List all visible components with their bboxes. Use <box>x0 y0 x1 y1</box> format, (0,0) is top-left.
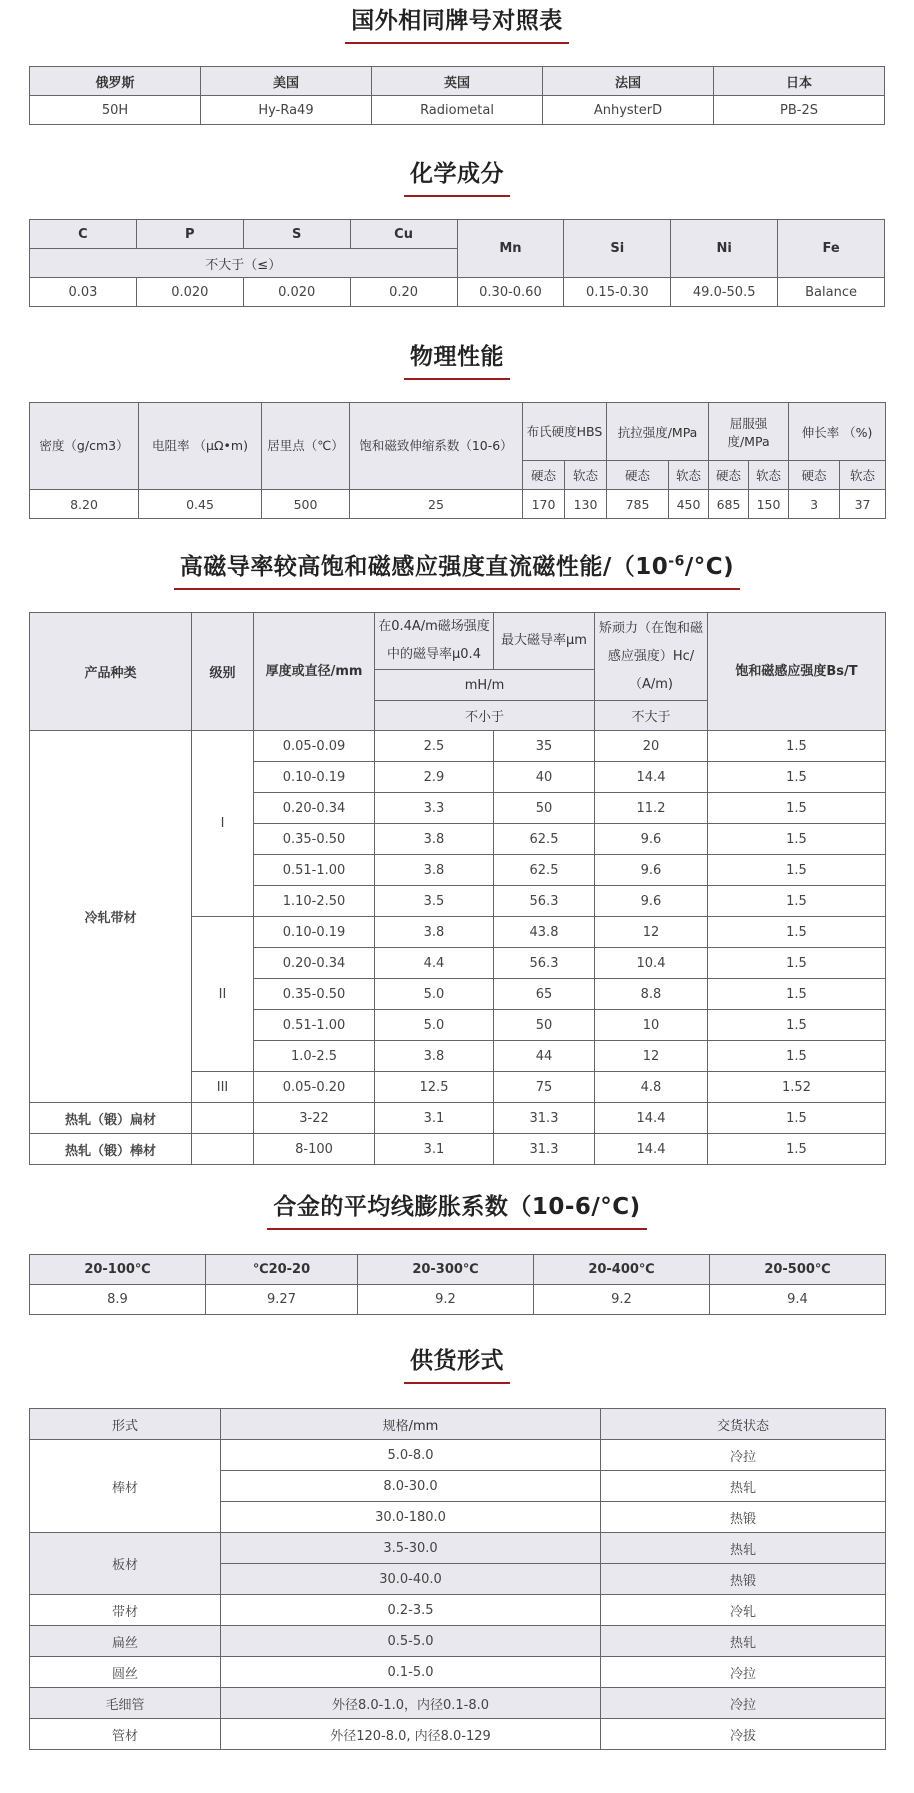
cell-uk: Radiometal <box>372 96 543 125</box>
cell-thickness: 0.20-0.34 <box>254 948 375 979</box>
header-mumax: 最大磁导率μm <box>494 613 595 670</box>
cell-thickness: 8-100 <box>254 1134 375 1165</box>
cell-thickness: 0.10-0.19 <box>254 917 375 948</box>
header-soft: 软态 <box>749 461 789 490</box>
cell-state: 热锻 <box>601 1564 886 1595</box>
cell-form-flat-wire: 扁丝 <box>30 1626 221 1657</box>
cell-mu04: 3.8 <box>375 824 494 855</box>
magnetic-table <box>29 612 886 1165</box>
cell-bs: 1.5 <box>708 762 886 793</box>
header-density: 密度（g/cm3） <box>30 403 139 490</box>
cell-bs: 1.5 <box>708 1041 886 1072</box>
header-usa: 美国 <box>201 67 372 96</box>
header-20-500: 20-500℃ <box>710 1255 886 1285</box>
cell-magnetostriction: 25 <box>350 490 523 519</box>
section-title-chemical: 化学成分 <box>0 159 914 197</box>
physical-table <box>29 402 886 519</box>
cell-resistivity: 0.45 <box>139 490 262 519</box>
supply-table <box>29 1408 886 1750</box>
cell-mumax: 50 <box>494 1010 595 1041</box>
cell-mu04: 3.5 <box>375 886 494 917</box>
cell-state: 冷拉 <box>601 1440 886 1471</box>
header-s: S <box>243 220 350 249</box>
section-title-supply: 供货形式 <box>0 1346 914 1384</box>
cell-coercivity: 10 <box>595 1010 708 1041</box>
cell-form-strip: 带材 <box>30 1595 221 1626</box>
header-coercivity: 矫顽力（在饱和磁感应强度）Hc/（A/m) <box>595 613 708 701</box>
cell-thickness: 0.05-0.20 <box>254 1072 375 1103</box>
header-state: 交货状态 <box>601 1409 886 1440</box>
cell-coercivity: 14.4 <box>595 1134 708 1165</box>
cell-mu04: 2.5 <box>375 731 494 762</box>
section-title-physical: 物理性能 <box>0 342 914 380</box>
cell-grade-empty <box>192 1134 254 1165</box>
cell-state: 热轧 <box>601 1471 886 1502</box>
cell-mumax: 56.3 <box>494 886 595 917</box>
cell-product-cold: 冷轧带材 <box>30 731 192 1103</box>
cell-mu04: 2.9 <box>375 762 494 793</box>
header-min: 不小于 <box>375 701 595 731</box>
header-soft: 软态 <box>565 461 607 490</box>
cell-mu04: 12.5 <box>375 1072 494 1103</box>
cell-form-bar: 棒材 <box>30 1440 221 1533</box>
header-max: 不大于 <box>595 701 708 731</box>
header-c: C <box>30 220 137 249</box>
header-20-100: 20-100℃ <box>30 1255 206 1285</box>
header-soft: 软态 <box>669 461 709 490</box>
cell-coercivity: 12 <box>595 1041 708 1072</box>
cell-s: 0.020 <box>243 278 350 307</box>
cell-form-capillary: 毛细管 <box>30 1688 221 1719</box>
cell-grade-2: II <box>192 917 254 1072</box>
header-elongation: 伸长率 （%) <box>789 403 886 461</box>
cell-thickness: 1.10-2.50 <box>254 886 375 917</box>
cell-mumax: 62.5 <box>494 855 595 886</box>
cell-state: 冷拉 <box>601 1688 886 1719</box>
header-product: 产品种类 <box>30 613 192 731</box>
cell-thickness: 1.0-2.5 <box>254 1041 375 1072</box>
cell-mumax: 65 <box>494 979 595 1010</box>
cell-bs: 1.5 <box>708 979 886 1010</box>
cell-mumax: 44 <box>494 1041 595 1072</box>
cell-p: 0.020 <box>136 278 243 307</box>
header-limit: 不大于（≤） <box>30 249 458 278</box>
cell-france: AnhysterD <box>543 96 714 125</box>
header-hard: 硬态 <box>607 461 669 490</box>
header-soft: 软态 <box>840 461 886 490</box>
cell-thickness: 0.35-0.50 <box>254 824 375 855</box>
header-france: 法国 <box>543 67 714 96</box>
cell-mu04: 5.0 <box>375 979 494 1010</box>
cell-ni: 49.0-50.5 <box>671 278 778 307</box>
cell-yield-soft: 150 <box>749 490 789 519</box>
cell-mu04: 3.1 <box>375 1103 494 1134</box>
cell-thickness: 0.35-0.50 <box>254 979 375 1010</box>
header-magnetostriction: 饱和磁致伸缩系数（10-6） <box>350 403 523 490</box>
cell-mn: 0.30-0.60 <box>457 278 564 307</box>
cell-mu04: 4.4 <box>375 948 494 979</box>
cell-coercivity: 10.4 <box>595 948 708 979</box>
header-japan: 日本 <box>714 67 885 96</box>
header-hardness: 布氏硬度HBS <box>523 403 607 461</box>
cell-elongation-hard: 3 <box>789 490 840 519</box>
cell-mu04: 3.8 <box>375 1041 494 1072</box>
cell-bs: 1.5 <box>708 1103 886 1134</box>
header-tensile: 抗拉强度/MPa <box>607 403 709 461</box>
header-hard: 硬态 <box>523 461 565 490</box>
header-unit: mH/m <box>375 670 595 701</box>
cell-coercivity: 9.6 <box>595 886 708 917</box>
cell-mumax: 56.3 <box>494 948 595 979</box>
cell-bs: 1.5 <box>708 731 886 762</box>
header-resistivity: 电阻率 （μΩ•m) <box>139 403 262 490</box>
cell-thickness: 0.20-0.34 <box>254 793 375 824</box>
cell-coercivity: 4.8 <box>595 1072 708 1103</box>
cell-si: 0.15-0.30 <box>564 278 671 307</box>
cell-20-500: 9.4 <box>710 1285 886 1315</box>
cell-usa: Hy-Ra49 <box>201 96 372 125</box>
cell-curie: 500 <box>262 490 350 519</box>
header-yield: 屈服强度/MPa <box>709 403 789 461</box>
header-si: Si <box>564 220 671 278</box>
cell-bs: 1.5 <box>708 886 886 917</box>
header-ni: Ni <box>671 220 778 278</box>
cell-spec: 5.0-8.0 <box>221 1440 601 1471</box>
cell-japan: PB-2S <box>714 96 885 125</box>
cell-form-plate: 板材 <box>30 1533 221 1595</box>
expansion-table <box>29 1254 886 1315</box>
header-thickness: 厚度或直径/mm <box>254 613 375 731</box>
cell-state: 热锻 <box>601 1502 886 1533</box>
cell-spec: 8.0-30.0 <box>221 1471 601 1502</box>
header-uk: 英国 <box>372 67 543 96</box>
cell-spec: 30.0-40.0 <box>221 1564 601 1595</box>
cell-density: 8.20 <box>30 490 139 519</box>
cell-elongation-soft: 37 <box>840 490 886 519</box>
cell-state: 冷拔 <box>601 1719 886 1750</box>
cell-thickness: 3-22 <box>254 1103 375 1134</box>
cell-coercivity: 9.6 <box>595 824 708 855</box>
chemical-table <box>29 219 885 307</box>
header-russia: 俄罗斯 <box>30 67 201 96</box>
cell-mu04: 3.1 <box>375 1134 494 1165</box>
cell-thickness: 0.05-0.09 <box>254 731 375 762</box>
header-fe: Fe <box>778 220 885 278</box>
cell-mumax: 40 <box>494 762 595 793</box>
cell-mumax: 50 <box>494 793 595 824</box>
cell-spec: 3.5-30.0 <box>221 1533 601 1564</box>
cell-spec: 外径8.0-1.0，内径0.1-8.0 <box>221 1688 601 1719</box>
cell-tensile-soft: 450 <box>669 490 709 519</box>
header-hard: 硬态 <box>709 461 749 490</box>
cell-state: 冷拉 <box>601 1657 886 1688</box>
cell-grade-1: I <box>192 731 254 917</box>
cell-c: 0.03 <box>30 278 137 307</box>
header-form: 形式 <box>30 1409 221 1440</box>
cell-20-300: 9.2 <box>358 1285 534 1315</box>
cell-yield-hard: 685 <box>709 490 749 519</box>
cell-bs: 1.5 <box>708 917 886 948</box>
cell-state: 热轧 <box>601 1626 886 1657</box>
cell-20-100: 8.9 <box>30 1285 206 1315</box>
cell-spec: 30.0-180.0 <box>221 1502 601 1533</box>
cell-bs: 1.5 <box>708 824 886 855</box>
cell-product-hot-flat: 热轧（锻）扁材 <box>30 1103 192 1134</box>
cell-coercivity: 20 <box>595 731 708 762</box>
cell-russia: 50H <box>30 96 201 125</box>
cell-state: 热轧 <box>601 1533 886 1564</box>
header-20-300: 20-300℃ <box>358 1255 534 1285</box>
header-p: P <box>136 220 243 249</box>
header-curie: 居里点（℃） <box>262 403 350 490</box>
cell-bs: 1.5 <box>708 948 886 979</box>
cell-mumax: 62.5 <box>494 824 595 855</box>
cell-tensile-hard: 785 <box>607 490 669 519</box>
section-title-expansion: 合金的平均线膨胀系数（10-6/°C) <box>0 1192 914 1230</box>
cell-spec: 0.1-5.0 <box>221 1657 601 1688</box>
cell-20-400: 9.2 <box>534 1285 710 1315</box>
cell-bs: 1.5 <box>708 793 886 824</box>
header-20-200: ℃20-20 <box>206 1255 358 1285</box>
cell-form-tube: 管材 <box>30 1719 221 1750</box>
cell-thickness: 0.51-1.00 <box>254 1010 375 1041</box>
cell-bs: 1.5 <box>708 1134 886 1165</box>
cell-thickness: 0.51-1.00 <box>254 855 375 886</box>
cell-bs: 1.52 <box>708 1072 886 1103</box>
cell-form-round-wire: 圆丝 <box>30 1657 221 1688</box>
cell-spec: 0.2-3.5 <box>221 1595 601 1626</box>
cell-grade-empty <box>192 1103 254 1134</box>
cell-mumax: 31.3 <box>494 1103 595 1134</box>
cell-coercivity: 14.4 <box>595 762 708 793</box>
header-mu04: 在0.4A/m磁场强度中的磁导率μ0.4 <box>375 613 494 670</box>
cell-state: 冷轧 <box>601 1595 886 1626</box>
header-mn: Mn <box>457 220 564 278</box>
cell-bs: 1.5 <box>708 1010 886 1041</box>
cell-grade-3: III <box>192 1072 254 1103</box>
cell-coercivity: 8.8 <box>595 979 708 1010</box>
cell-fe: Balance <box>778 278 885 307</box>
cell-hardness-hard: 170 <box>523 490 565 519</box>
cell-product-hot-bar: 热轧（锻）棒材 <box>30 1134 192 1165</box>
cell-20-200: 9.27 <box>206 1285 358 1315</box>
cell-coercivity: 11.2 <box>595 793 708 824</box>
cell-mumax: 75 <box>494 1072 595 1103</box>
cell-cu: 0.20 <box>350 278 457 307</box>
cell-mu04: 3.3 <box>375 793 494 824</box>
header-bs: 饱和磁感应强度Bs/T <box>708 613 886 731</box>
cell-coercivity: 14.4 <box>595 1103 708 1134</box>
cell-spec: 外径120-8.0, 内径8.0-129 <box>221 1719 601 1750</box>
cell-mumax: 43.8 <box>494 917 595 948</box>
header-20-400: 20-400℃ <box>534 1255 710 1285</box>
header-spec: 规格/mm <box>221 1409 601 1440</box>
section-title-equivalent-grades: 国外相同牌号对照表 <box>0 6 914 44</box>
header-hard: 硬态 <box>789 461 840 490</box>
cell-coercivity: 12 <box>595 917 708 948</box>
cell-mu04: 3.8 <box>375 855 494 886</box>
cell-mumax: 35 <box>494 731 595 762</box>
cell-bs: 1.5 <box>708 855 886 886</box>
cell-hardness-soft: 130 <box>565 490 607 519</box>
cell-spec: 0.5-5.0 <box>221 1626 601 1657</box>
cell-mu04: 5.0 <box>375 1010 494 1041</box>
header-cu: Cu <box>350 220 457 249</box>
cell-mumax: 31.3 <box>494 1134 595 1165</box>
header-grade: 级别 <box>192 613 254 731</box>
cell-thickness: 0.10-0.19 <box>254 762 375 793</box>
cell-coercivity: 9.6 <box>595 855 708 886</box>
cell-mu04: 3.8 <box>375 917 494 948</box>
equivalent-grades-table <box>29 66 885 125</box>
section-title-magnetic: 高磁导率较高饱和磁感应强度直流磁性能$/(10^{-6}/^\circ C)$ <box>0 552 914 590</box>
